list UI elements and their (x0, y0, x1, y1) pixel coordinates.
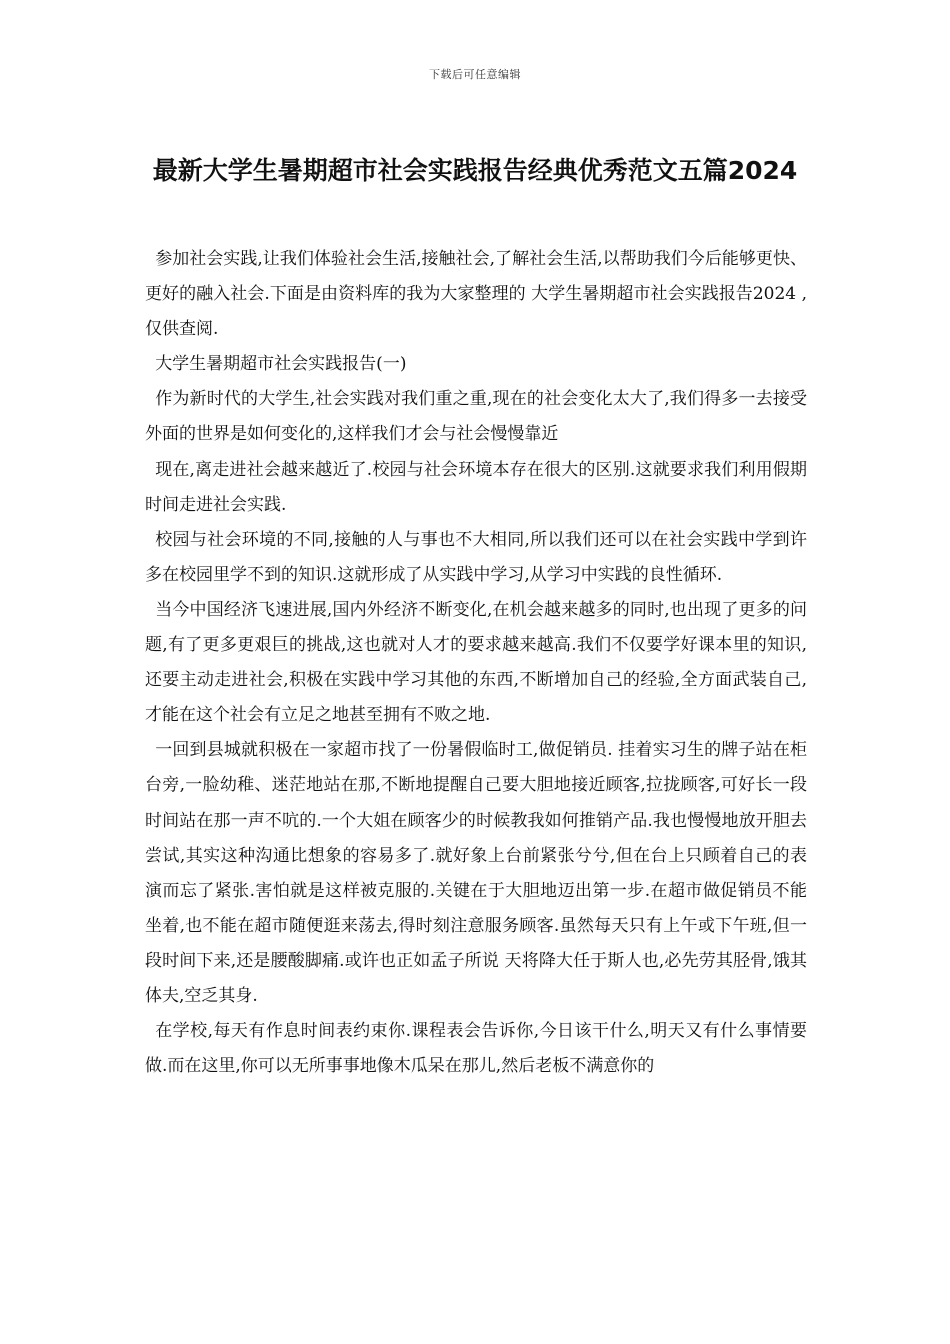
header-note: 下载后可任意编辑 (429, 68, 521, 81)
paragraph: 一回到县城就积极在一家超市找了一份暑假临时工,做促销员. 挂着实习生的牌子站在柜台旁,一脸幼稚、迷茫地站在那,不断地提醒自己要大胆地接近顾客,拉拢顾客,可好长一段时间站在那一声不吭的.一个大姐在顾客少的时候教我如何推销产品.我也慢慢地放开胆去尝试,其实这种沟通比想象的容易多了.就好象上台前紧张兮兮,但在台上只顾着自己的表演而忘了紧张.害怕就是这样被克服的.关键在于大胆地迈出第一步.在超市做促销员不能坐着,也不能在超市随便逛来荡去,得时刻注意服务顾客.虽然每天只有上午或下午班,但一段时间下来,还是腰酸脚痛.或许也正如孟子所说 天将降大任于斯人也,必先劳其胫骨,饿其体夫,空乏其身. (145, 740, 807, 1006)
section-heading: 大学生暑期超市社会实践报告(一) (155, 354, 407, 375)
paragraph: 现在,离走进社会越来越近了.校园与社会环境本存在很大的区别.这就要求我们利用假期时间走进社会实践. (145, 459, 807, 515)
paragraph: 作为新时代的大学生,社会实践对我们重之重,现在的社会变化太大了,我们得多一去接受外面的世界是如何变化的,这样我们才会与社会慢慢靠近 (145, 389, 807, 445)
document-body (145, 242, 807, 1084)
paragraph: 参加社会实践,让我们体验社会生活,接触社会,了解社会生活,以帮助我们今后能够更快、更好的融入社会.下面是由资料库的我为大家整理的 大学生暑期超市社会实践报告2024 ,仅供查阅. (145, 249, 807, 340)
paragraph: 在学校,每天有作息时间表约束你.课程表会告诉你,今日该干什么,明天又有什么事情要做.而在这里,你可以无所事事地像木瓜呆在那儿,然后老板不满意你的 (145, 1021, 807, 1077)
paragraph: 校园与社会环境的不同,接触的人与事也不大相同,所以我们还可以在社会实践中学到许多在校园里学不到的知识.这就形成了从实践中学习,从学习中实践的良性循环. (145, 529, 807, 585)
document-title: 最新大学生暑期超市社会实践报告经典优秀范文五篇2024 (152, 156, 798, 185)
paragraph: 当今中国经济飞速进展,国内外经济不断变化,在机会越来越多的同时,也出现了更多的问题,有了更多更艰巨的挑战,这也就对人才的要求越来越高.我们不仅要学好课本里的知识,还要主动走进社会,积极在实践中学习其他的东西,不断增加自己的经验,全方面武装自己,才能在这个社会有立足之地甚至拥有不败之地. (145, 599, 807, 726)
